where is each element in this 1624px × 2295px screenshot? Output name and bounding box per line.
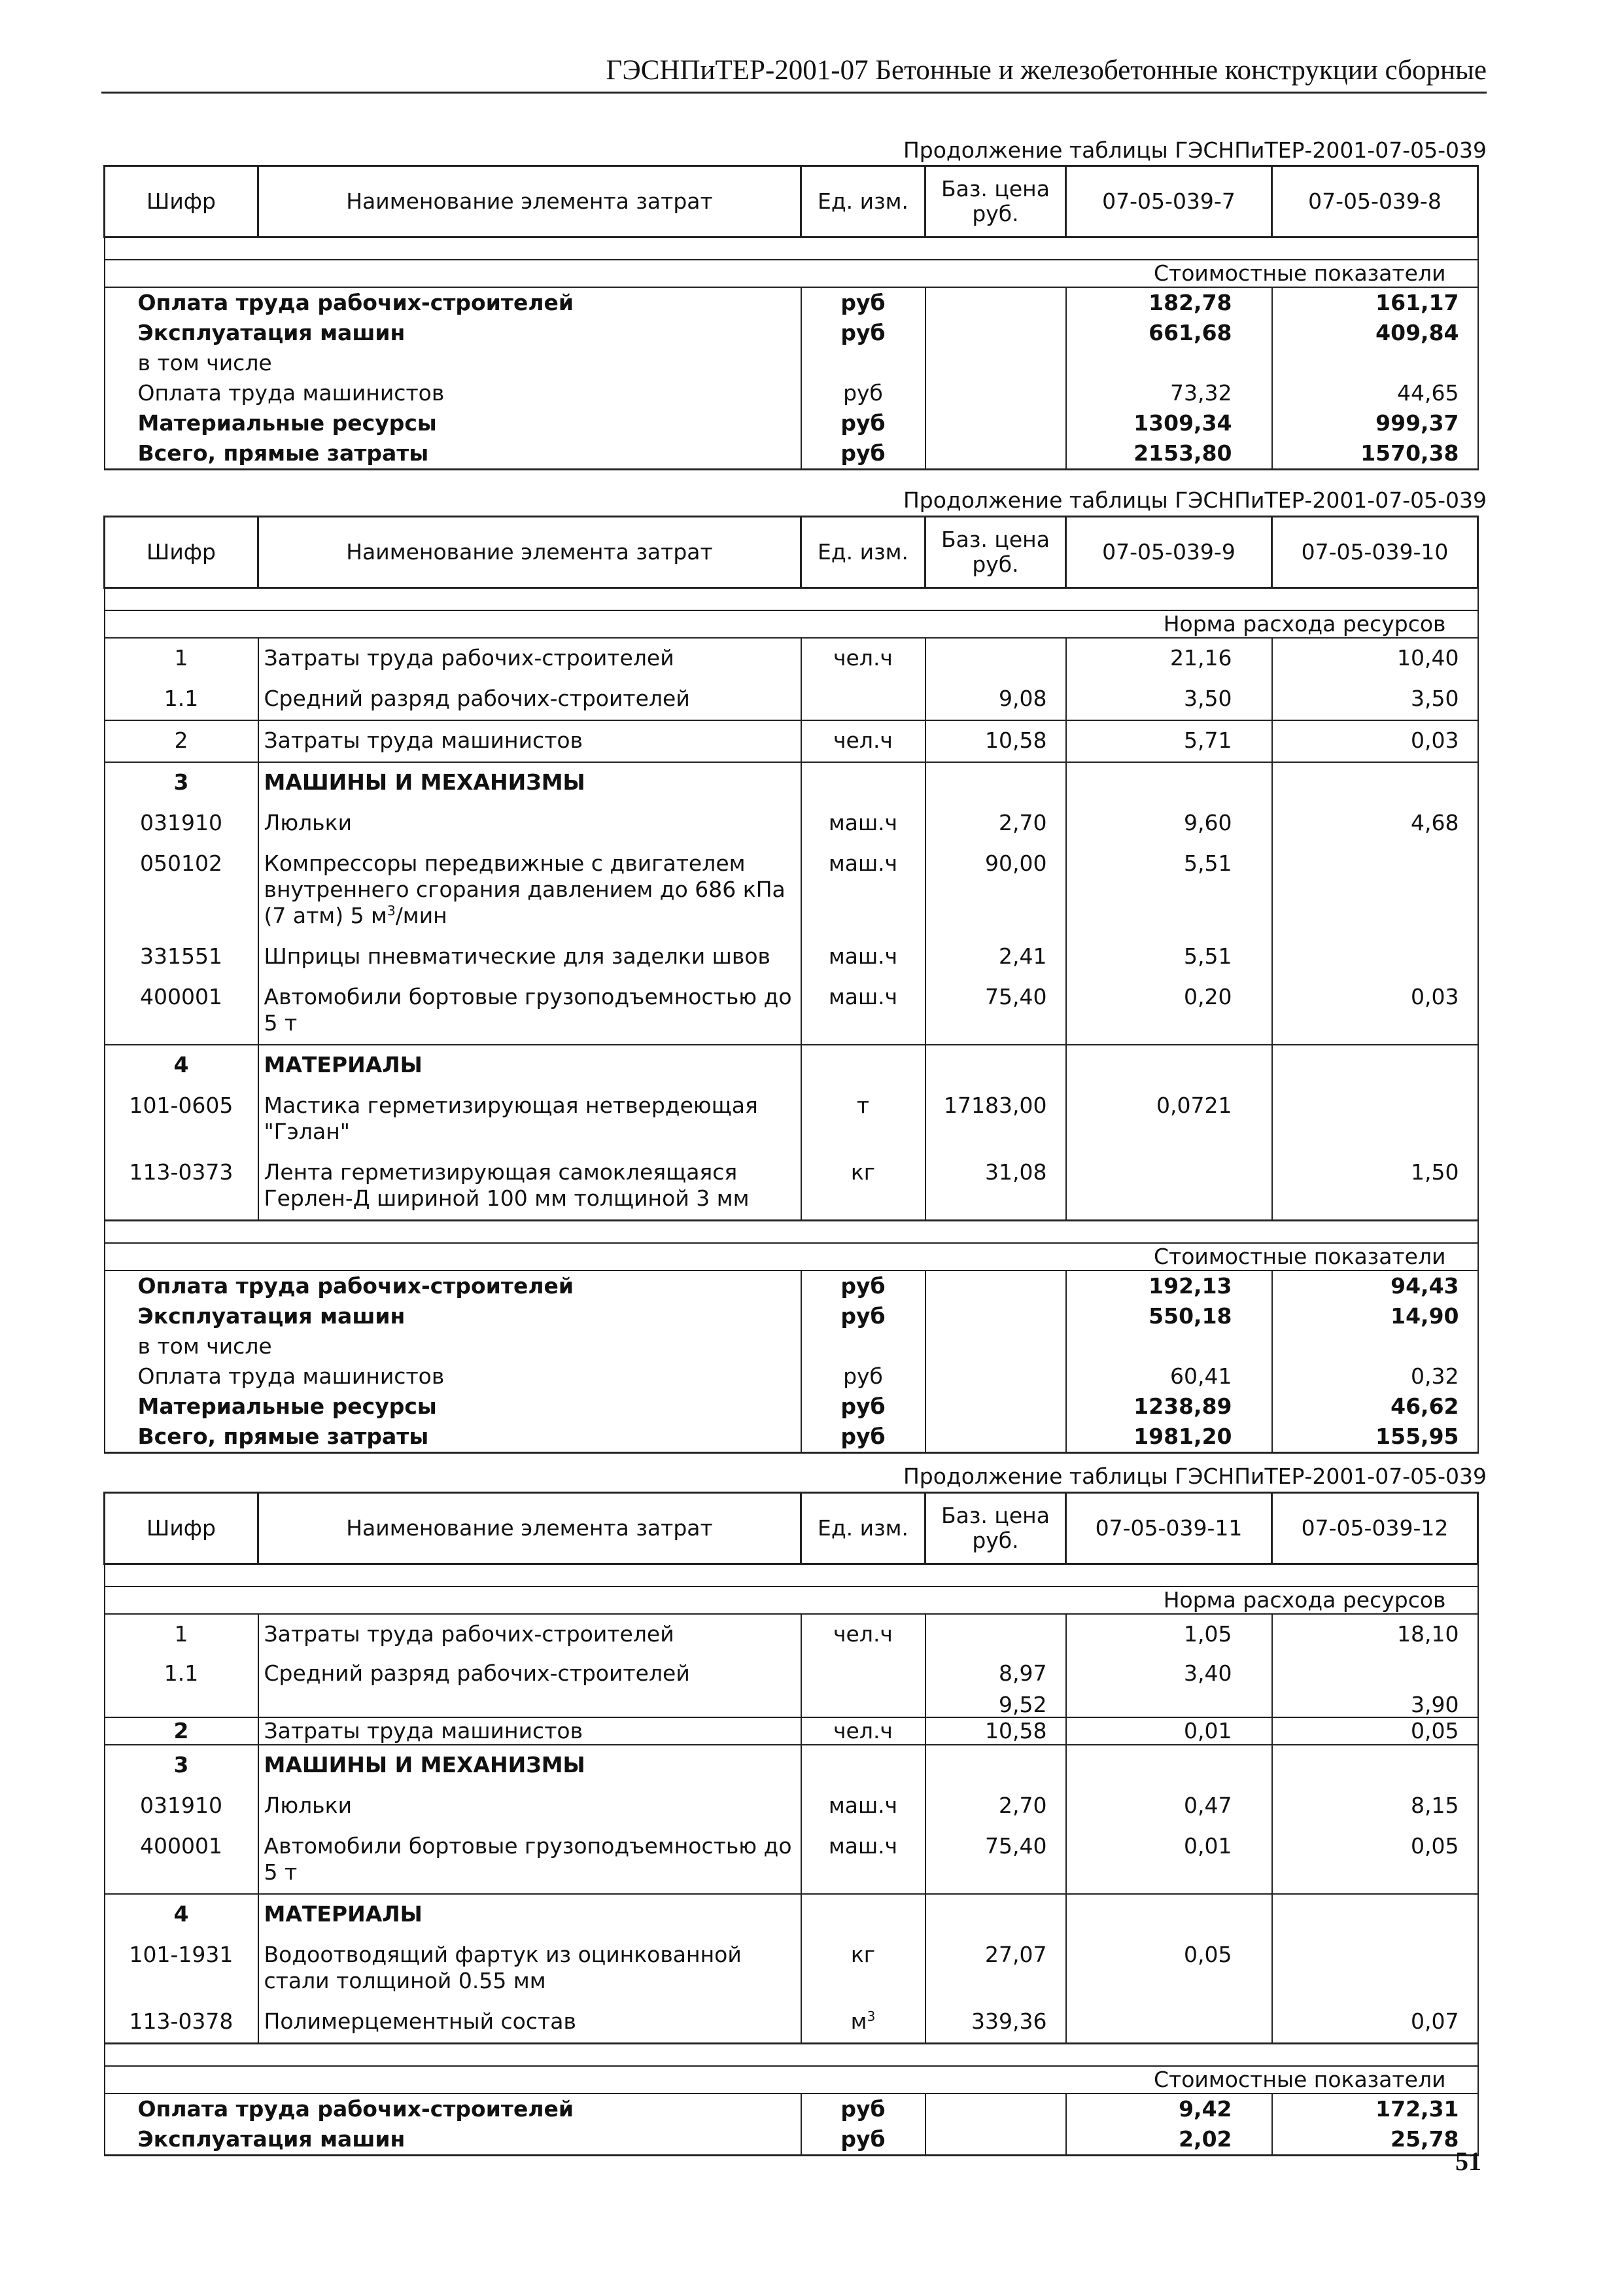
row-v1: 5,51 bbox=[1066, 844, 1272, 937]
table-row bbox=[105, 1045, 1478, 1086]
row-unit: т bbox=[801, 1086, 925, 1153]
cost-price bbox=[925, 348, 1066, 378]
cost-name: Оплата труда рабочих-строителей bbox=[105, 287, 801, 318]
row-v2: 0,03 bbox=[1272, 977, 1478, 1045]
col-code-2: 07-05-039-12 bbox=[1272, 1493, 1478, 1564]
cost-unit: руб bbox=[801, 1270, 925, 1301]
row-code: 101-1931 bbox=[105, 1935, 258, 2002]
col-name: Наименование элемента затрат bbox=[258, 517, 801, 588]
row-v2: 4,68 bbox=[1272, 803, 1478, 844]
table-row bbox=[105, 803, 1478, 844]
col-shifr: Шифр bbox=[105, 517, 258, 588]
table3-caption: Продолжение таблицы ГЭСНПиТЕР-2001-07-05-039 bbox=[903, 1463, 1487, 1489]
row-code bbox=[105, 1693, 258, 1717]
table-row bbox=[105, 1935, 1478, 2002]
row-v1 bbox=[1066, 1693, 1272, 1717]
table-row bbox=[105, 1693, 1478, 1717]
row-v1 bbox=[1066, 1745, 1272, 1786]
cost-unit: руб bbox=[801, 2094, 925, 2124]
table-row bbox=[105, 1392, 1478, 1422]
row-code: 400001 bbox=[105, 977, 258, 1045]
table-row bbox=[105, 408, 1478, 438]
table1-gap bbox=[105, 237, 1478, 260]
row-code: 050102 bbox=[105, 844, 258, 937]
row-name: МАТЕРИАЛЫ bbox=[258, 1045, 801, 1086]
row-name: Люльки bbox=[258, 803, 801, 844]
row-v2: 0,05 bbox=[1272, 1827, 1478, 1894]
table-row bbox=[105, 977, 1478, 1045]
row-name: МАТЕРИАЛЫ bbox=[258, 1894, 801, 1935]
row-code: 031910 bbox=[105, 1786, 258, 1827]
row-price: 75,40 bbox=[925, 1827, 1066, 1894]
table-row bbox=[105, 348, 1478, 378]
row-price bbox=[925, 1745, 1066, 1786]
col-unit: Ед. изм. bbox=[801, 166, 925, 237]
table-row bbox=[105, 2124, 1478, 2156]
header-title: ГЭСНПиТЕР-2001-07 Бетонные и железобетонные конструкции сборные bbox=[606, 55, 1487, 86]
col-shifr: Шифр bbox=[105, 1493, 258, 1564]
cost-v1: 1309,34 bbox=[1066, 408, 1272, 438]
row-unit: чел.ч bbox=[801, 1717, 925, 1745]
row-price: 2,70 bbox=[925, 1786, 1066, 1827]
row-unit: кг bbox=[801, 1153, 925, 1221]
row-code: 331551 bbox=[105, 937, 258, 977]
cost-unit bbox=[801, 348, 925, 378]
cost-price bbox=[925, 1270, 1066, 1301]
row-price: 2,41 bbox=[925, 937, 1066, 977]
table3-cost-label: Стоимостные показатели bbox=[105, 2066, 1478, 2094]
row-price: 339,36 bbox=[925, 2002, 1066, 2044]
row-price bbox=[925, 1045, 1066, 1086]
cost-v1: 550,18 bbox=[1066, 1301, 1272, 1331]
table-row bbox=[105, 1894, 1478, 1935]
row-v2 bbox=[1272, 1045, 1478, 1086]
table2-gap bbox=[105, 588, 1478, 611]
row-code: 3 bbox=[105, 762, 258, 803]
row-price: 75,40 bbox=[925, 977, 1066, 1045]
table-row bbox=[105, 1301, 1478, 1331]
cost-v2: 44,65 bbox=[1272, 378, 1478, 408]
table3-norma-label: Норма расхода ресурсов bbox=[105, 1586, 1478, 1614]
cost-unit: руб bbox=[801, 378, 925, 408]
row-unit: маш.ч bbox=[801, 844, 925, 937]
row-code: 113-0373 bbox=[105, 1153, 258, 1221]
cost-price bbox=[925, 1361, 1066, 1392]
cost-unit: руб bbox=[801, 1392, 925, 1422]
col-unit: Ед. изм. bbox=[801, 517, 925, 588]
row-v2 bbox=[1272, 1745, 1478, 1786]
table3-header-row bbox=[105, 1493, 1478, 1564]
page-header bbox=[101, 52, 1487, 94]
col-code-1: 07-05-039-9 bbox=[1066, 517, 1272, 588]
row-v1: 1,05 bbox=[1066, 1614, 1272, 1655]
row-unit bbox=[801, 1693, 925, 1717]
table-row bbox=[105, 937, 1478, 977]
col-code-1: 07-05-039-7 bbox=[1066, 166, 1272, 237]
row-v2 bbox=[1272, 762, 1478, 803]
row-unit bbox=[801, 1655, 925, 1693]
row-v1: 0,0721 bbox=[1066, 1086, 1272, 1153]
cost-v2: 46,62 bbox=[1272, 1392, 1478, 1422]
cost-unit: руб bbox=[801, 408, 925, 438]
row-unit: маш.ч bbox=[801, 1827, 925, 1894]
cost-v1: 182,78 bbox=[1066, 287, 1272, 318]
cost-name: Материальные ресурсы bbox=[105, 1392, 801, 1422]
row-v1: 0,47 bbox=[1066, 1786, 1272, 1827]
row-unit: маш.ч bbox=[801, 977, 925, 1045]
table2-cost-label: Стоимостные показатели bbox=[105, 1243, 1478, 1270]
col-price: Баз. цена руб. bbox=[925, 517, 1066, 588]
col-unit: Ед. изм. bbox=[801, 1493, 925, 1564]
cost-v1 bbox=[1066, 348, 1272, 378]
row-v1: 21,16 bbox=[1066, 638, 1272, 679]
cost-unit: руб bbox=[801, 1361, 925, 1392]
row-v1 bbox=[1066, 1045, 1272, 1086]
table-row bbox=[105, 1745, 1478, 1786]
table-row bbox=[105, 1614, 1478, 1655]
table-row bbox=[105, 638, 1478, 679]
table1-caption: Продолжение таблицы ГЭСНПиТЕР-2001-07-05-039 bbox=[903, 137, 1487, 163]
row-price: 31,08 bbox=[925, 1153, 1066, 1221]
cost-name: Оплата труда рабочих-строителей bbox=[105, 1270, 801, 1301]
col-price: Баз. цена руб. bbox=[925, 1493, 1066, 1564]
cost-price bbox=[925, 318, 1066, 348]
table-row bbox=[105, 1827, 1478, 1894]
cost-unit: руб bbox=[801, 438, 925, 470]
cost-price bbox=[925, 1422, 1066, 1453]
cost-v2: 1570,38 bbox=[1272, 438, 1478, 470]
row-name: Люльки bbox=[258, 1786, 801, 1827]
row-code: 3 bbox=[105, 1745, 258, 1786]
table-row bbox=[105, 318, 1478, 348]
cost-v2: 409,84 bbox=[1272, 318, 1478, 348]
table1 bbox=[103, 165, 1479, 470]
row-v1 bbox=[1066, 1894, 1272, 1935]
row-price: 27,07 bbox=[925, 1935, 1066, 2002]
row-code: 031910 bbox=[105, 803, 258, 844]
cost-price bbox=[925, 1331, 1066, 1361]
row-name: Затраты труда рабочих-строителей bbox=[258, 1614, 801, 1655]
row-unit: чел.ч bbox=[801, 720, 925, 762]
row-code: 113-0378 bbox=[105, 2002, 258, 2044]
table-row bbox=[105, 844, 1478, 937]
row-unit bbox=[801, 2002, 925, 2044]
cost-price bbox=[925, 2124, 1066, 2156]
cost-v2 bbox=[1272, 1331, 1478, 1361]
table2-gap-2 bbox=[105, 1221, 1478, 1244]
cost-price bbox=[925, 378, 1066, 408]
row-v2: 10,40 bbox=[1272, 638, 1478, 679]
cost-name: Эксплуатация машин bbox=[105, 318, 801, 348]
cost-v2: 155,95 bbox=[1272, 1422, 1478, 1453]
row-v1: 5,51 bbox=[1066, 937, 1272, 977]
row-name bbox=[258, 1693, 801, 1717]
cost-v2: 0,32 bbox=[1272, 1361, 1478, 1392]
cost-v2: 161,17 bbox=[1272, 287, 1478, 318]
cost-v1 bbox=[1066, 1331, 1272, 1361]
table3-gap bbox=[105, 1564, 1478, 1587]
row-name: Средний разряд рабочих-строителей bbox=[258, 679, 801, 720]
col-price: Баз. цена руб. bbox=[925, 166, 1066, 237]
row-v1: 0,05 bbox=[1066, 1935, 1272, 2002]
table-row bbox=[105, 1153, 1478, 1221]
row-price bbox=[925, 1614, 1066, 1655]
row-price: 10,58 bbox=[925, 1717, 1066, 1745]
cost-name: Оплата труда машинистов bbox=[105, 1361, 801, 1392]
row-name: Автомобили бортовые грузоподъемностью до 5 т bbox=[258, 1827, 801, 1894]
cost-v2: 172,31 bbox=[1272, 2094, 1478, 2124]
row-unit-text: м bbox=[850, 2008, 867, 2034]
cost-v2 bbox=[1272, 348, 1478, 378]
row-name: Средний разряд рабочих-строителей bbox=[258, 1655, 801, 1693]
row-v1: 0,01 bbox=[1066, 1717, 1272, 1745]
cost-unit: руб bbox=[801, 1301, 925, 1331]
row-price bbox=[925, 638, 1066, 679]
row-code: 4 bbox=[105, 1045, 258, 1086]
row-v2 bbox=[1272, 1894, 1478, 1935]
row-price: 9,52 bbox=[925, 1693, 1066, 1717]
row-name-sup: 3 bbox=[387, 903, 396, 919]
cost-unit bbox=[801, 1331, 925, 1361]
row-name: МАШИНЫ И МЕХАНИЗМЫ bbox=[258, 762, 801, 803]
table-row bbox=[105, 378, 1478, 408]
row-unit: маш.ч bbox=[801, 937, 925, 977]
col-name: Наименование элемента затрат bbox=[258, 1493, 801, 1564]
row-name-tail: /мин bbox=[395, 903, 447, 928]
cost-unit: руб bbox=[801, 2124, 925, 2156]
row-v2: 18,10 bbox=[1272, 1614, 1478, 1655]
row-v1 bbox=[1066, 762, 1272, 803]
cost-name: в том числе bbox=[105, 348, 801, 378]
row-name: МАШИНЫ И МЕХАНИЗМЫ bbox=[258, 1745, 801, 1786]
row-v1: 3,40 bbox=[1066, 1655, 1272, 1693]
col-code-2: 07-05-039-10 bbox=[1272, 517, 1478, 588]
row-v1 bbox=[1066, 1153, 1272, 1221]
row-unit bbox=[801, 1745, 925, 1786]
row-code: 2 bbox=[105, 1717, 258, 1745]
row-v2: 0,03 bbox=[1272, 720, 1478, 762]
table2-header-row bbox=[105, 517, 1478, 588]
col-name: Наименование элемента затрат bbox=[258, 166, 801, 237]
row-name: Затраты труда рабочих-строителей bbox=[258, 638, 801, 679]
table-row bbox=[105, 1655, 1478, 1693]
row-unit bbox=[801, 1045, 925, 1086]
cost-price bbox=[925, 1392, 1066, 1422]
row-code: 400001 bbox=[105, 1827, 258, 1894]
col-code-1: 07-05-039-11 bbox=[1066, 1493, 1272, 1564]
row-price: 2,70 bbox=[925, 803, 1066, 844]
cost-price bbox=[925, 408, 1066, 438]
row-price bbox=[925, 1894, 1066, 1935]
row-v1 bbox=[1066, 2002, 1272, 2044]
row-code: 1 bbox=[105, 638, 258, 679]
row-price: 17183,00 bbox=[925, 1086, 1066, 1153]
row-v1: 3,50 bbox=[1066, 679, 1272, 720]
row-code: 1 bbox=[105, 1614, 258, 1655]
row-v2: 0,05 bbox=[1272, 1717, 1478, 1745]
col-shifr: Шифр bbox=[105, 166, 258, 237]
cost-v1: 2153,80 bbox=[1066, 438, 1272, 470]
cost-name: Всего, прямые затраты bbox=[105, 1422, 801, 1453]
row-code: 1.1 bbox=[105, 679, 258, 720]
row-name: Лента герметизирующая самоклеящаяся Герлен-Д шириной 100 мм толщиной 3 мм bbox=[258, 1153, 801, 1221]
row-v2: 1,50 bbox=[1272, 1153, 1478, 1221]
row-unit: маш.ч bbox=[801, 1786, 925, 1827]
row-unit: чел.ч bbox=[801, 1614, 925, 1655]
row-name: Полимерцементный состав bbox=[258, 2002, 801, 2044]
row-v2 bbox=[1272, 1935, 1478, 2002]
table-row bbox=[105, 2094, 1478, 2124]
cost-price bbox=[925, 287, 1066, 318]
row-price bbox=[925, 762, 1066, 803]
table-row bbox=[105, 720, 1478, 762]
table1-cost-label: Стоимостные показатели bbox=[105, 260, 1478, 287]
table-row bbox=[105, 679, 1478, 720]
cost-price bbox=[925, 2094, 1066, 2124]
row-v2 bbox=[1272, 1655, 1478, 1693]
row-code: 101-0605 bbox=[105, 1086, 258, 1153]
cost-name: Всего, прямые затраты bbox=[105, 438, 801, 470]
cost-unit: руб bbox=[801, 287, 925, 318]
cost-unit: руб bbox=[801, 1422, 925, 1453]
table2 bbox=[103, 516, 1479, 1454]
row-unit bbox=[801, 679, 925, 720]
table-row bbox=[105, 1786, 1478, 1827]
cost-v1: 192,13 bbox=[1066, 1270, 1272, 1301]
row-name: Шприцы пневматические для заделки швов bbox=[258, 937, 801, 977]
row-v2: 8,15 bbox=[1272, 1786, 1478, 1827]
table3 bbox=[103, 1492, 1479, 2156]
row-unit: кг bbox=[801, 1935, 925, 2002]
row-unit: маш.ч bbox=[801, 803, 925, 844]
table1-header-row bbox=[105, 166, 1478, 237]
table-row bbox=[105, 1086, 1478, 1153]
cost-v1: 73,32 bbox=[1066, 378, 1272, 408]
row-price: 10,58 bbox=[925, 720, 1066, 762]
cost-v1: 1238,89 bbox=[1066, 1392, 1272, 1422]
cost-name: Оплата труда рабочих-строителей bbox=[105, 2094, 801, 2124]
table-row bbox=[105, 2002, 1478, 2044]
row-unit bbox=[801, 1894, 925, 1935]
table-row bbox=[105, 762, 1478, 803]
row-name: Автомобили бортовые грузоподъемностью до 5 т bbox=[258, 977, 801, 1045]
table-row bbox=[105, 1422, 1478, 1453]
cost-price bbox=[925, 438, 1066, 470]
row-price: 8,97 bbox=[925, 1655, 1066, 1693]
row-name: Мастика герметизирующая нетвердеющая "Гэлан" bbox=[258, 1086, 801, 1153]
cost-price bbox=[925, 1301, 1066, 1331]
cost-v1: 661,68 bbox=[1066, 318, 1272, 348]
cost-v1: 9,42 bbox=[1066, 2094, 1272, 2124]
table-row bbox=[105, 438, 1478, 470]
row-code: 2 bbox=[105, 720, 258, 762]
row-code: 4 bbox=[105, 1894, 258, 1935]
table-row bbox=[105, 1331, 1478, 1361]
cost-v2: 25,78 bbox=[1272, 2124, 1478, 2156]
row-v1: 0,20 bbox=[1066, 977, 1272, 1045]
row-price: 9,08 bbox=[925, 679, 1066, 720]
row-unit-sup: 3 bbox=[867, 2008, 876, 2024]
row-name: Затраты труда машинистов bbox=[258, 720, 801, 762]
row-v1: 5,71 bbox=[1066, 720, 1272, 762]
cost-v2: 94,43 bbox=[1272, 1270, 1478, 1301]
table2-norma-label: Норма расхода ресурсов bbox=[105, 610, 1478, 638]
row-v2 bbox=[1272, 937, 1478, 977]
cost-name: в том числе bbox=[105, 1331, 801, 1361]
cost-name: Оплата труда машинистов bbox=[105, 378, 801, 408]
row-v1: 0,01 bbox=[1066, 1827, 1272, 1894]
cost-v1: 1981,20 bbox=[1066, 1422, 1272, 1453]
table-row bbox=[105, 1270, 1478, 1301]
row-name: Водоотводящий фартук из оцинкованной стали толщиной 0.55 мм bbox=[258, 1935, 801, 2002]
cost-v2: 999,37 bbox=[1272, 408, 1478, 438]
row-name-text: Компрессоры передвижные с двигателем внутреннего сгорания давлением до 686 кПа (7 атм) 5 м bbox=[264, 850, 786, 928]
cost-v2: 14,90 bbox=[1272, 1301, 1478, 1331]
row-v1: 9,60 bbox=[1066, 803, 1272, 844]
cost-name: Эксплуатация машин bbox=[105, 1301, 801, 1331]
row-v2: 3,50 bbox=[1272, 679, 1478, 720]
col-code-2: 07-05-039-8 bbox=[1272, 166, 1478, 237]
row-price: 90,00 bbox=[925, 844, 1066, 937]
cost-v1: 2,02 bbox=[1066, 2124, 1272, 2156]
table-row bbox=[105, 287, 1478, 318]
row-code: 1.1 bbox=[105, 1655, 258, 1693]
row-unit bbox=[801, 762, 925, 803]
cost-name: Эксплуатация машин bbox=[105, 2124, 801, 2156]
cost-unit: руб bbox=[801, 318, 925, 348]
table-row bbox=[105, 1361, 1478, 1392]
row-v2 bbox=[1272, 1086, 1478, 1153]
table2-caption: Продолжение таблицы ГЭСНПиТЕР-2001-07-05-039 bbox=[903, 487, 1487, 513]
row-v2 bbox=[1272, 844, 1478, 937]
row-name: Затраты труда машинистов bbox=[258, 1717, 801, 1745]
table-row bbox=[105, 1717, 1478, 1745]
cost-v1: 60,41 bbox=[1066, 1361, 1272, 1392]
page-number: 51 bbox=[1455, 2146, 1481, 2176]
table3-gap-2 bbox=[105, 2044, 1478, 2067]
row-v2: 0,07 bbox=[1272, 2002, 1478, 2044]
row-name bbox=[258, 844, 801, 937]
row-v2: 3,90 bbox=[1272, 1693, 1478, 1717]
cost-name: Материальные ресурсы bbox=[105, 408, 801, 438]
row-unit: чел.ч bbox=[801, 638, 925, 679]
